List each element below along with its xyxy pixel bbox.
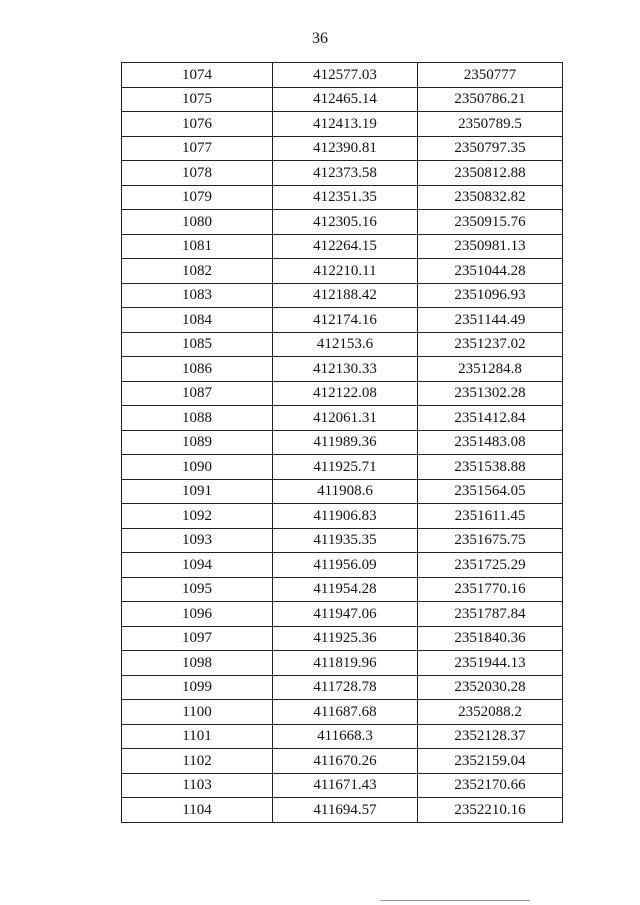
x-coordinate-cell: 411956.09: [273, 553, 418, 578]
x-coordinate-cell: 411668.3: [273, 724, 418, 749]
table-row: [122, 479, 563, 504]
table-row: [122, 87, 563, 112]
table-row: [122, 798, 563, 823]
y-coordinate-cell: 2352159.04: [418, 749, 563, 774]
x-coordinate-cell: 411671.43: [273, 773, 418, 798]
y-coordinate-cell: 2352128.37: [418, 724, 563, 749]
point-number-cell: 1090: [122, 455, 273, 480]
point-number-cell: 1101: [122, 724, 273, 749]
point-number-cell: 1103: [122, 773, 273, 798]
point-number-cell: 1097: [122, 626, 273, 651]
table-row: [122, 626, 563, 651]
y-coordinate-cell: 2351302.28: [418, 381, 563, 406]
x-coordinate-cell: 411925.36: [273, 626, 418, 651]
table-row: [122, 700, 563, 725]
y-coordinate-cell: 2350789.5: [418, 112, 563, 137]
x-coordinate-cell: 412061.31: [273, 406, 418, 431]
x-coordinate-cell: 412390.81: [273, 136, 418, 161]
point-number-cell: 1093: [122, 528, 273, 553]
x-coordinate-cell: 411908.6: [273, 479, 418, 504]
y-coordinate-cell: 2351787.84: [418, 602, 563, 627]
point-number-cell: 1087: [122, 381, 273, 406]
point-number-cell: 1075: [122, 87, 273, 112]
y-coordinate-cell: 2350832.82: [418, 185, 563, 210]
table-row: [122, 136, 563, 161]
point-number-cell: 1080: [122, 210, 273, 235]
table-row: [122, 308, 563, 333]
table-row: [122, 406, 563, 431]
scan-artifact-line: [380, 900, 530, 901]
point-number-cell: 1078: [122, 161, 273, 186]
point-number-cell: 1096: [122, 602, 273, 627]
x-coordinate-cell: 411989.36: [273, 430, 418, 455]
y-coordinate-cell: 2350786.21: [418, 87, 563, 112]
x-coordinate-cell: 411906.83: [273, 504, 418, 529]
point-number-cell: 1102: [122, 749, 273, 774]
y-coordinate-cell: 2351144.49: [418, 308, 563, 333]
point-number-cell: 1083: [122, 283, 273, 308]
x-coordinate-cell: 412577.03: [273, 63, 418, 88]
y-coordinate-cell: 2352170.66: [418, 773, 563, 798]
table-row: [122, 161, 563, 186]
table-row: [122, 602, 563, 627]
point-number-cell: 1099: [122, 675, 273, 700]
table-row: [122, 259, 563, 284]
table-row: [122, 749, 563, 774]
y-coordinate-cell: 2352088.2: [418, 700, 563, 725]
table-row: [122, 455, 563, 480]
point-number-cell: 1089: [122, 430, 273, 455]
x-coordinate-cell: 411935.35: [273, 528, 418, 553]
y-coordinate-cell: 2352030.28: [418, 675, 563, 700]
coordinates-table: [121, 62, 563, 823]
y-coordinate-cell: 2351564.05: [418, 479, 563, 504]
table-row: [122, 553, 563, 578]
point-number-cell: 1095: [122, 577, 273, 602]
y-coordinate-cell: 2351538.88: [418, 455, 563, 480]
table-row: [122, 651, 563, 676]
table-row: [122, 724, 563, 749]
point-number-cell: 1084: [122, 308, 273, 333]
x-coordinate-cell: 412130.33: [273, 357, 418, 382]
y-coordinate-cell: 2351237.02: [418, 332, 563, 357]
point-number-cell: 1091: [122, 479, 273, 504]
point-number-cell: 1079: [122, 185, 273, 210]
x-coordinate-cell: 411670.26: [273, 749, 418, 774]
x-coordinate-cell: 411687.68: [273, 700, 418, 725]
point-number-cell: 1088: [122, 406, 273, 431]
x-coordinate-cell: 412264.15: [273, 234, 418, 259]
point-number-cell: 1104: [122, 798, 273, 823]
y-coordinate-cell: 2350981.13: [418, 234, 563, 259]
x-coordinate-cell: 412153.6: [273, 332, 418, 357]
table-row: [122, 528, 563, 553]
point-number-cell: 1086: [122, 357, 273, 382]
y-coordinate-cell: 2351675.75: [418, 528, 563, 553]
y-coordinate-cell: 2350812.88: [418, 161, 563, 186]
y-coordinate-cell: 2352210.16: [418, 798, 563, 823]
table-row: [122, 185, 563, 210]
x-coordinate-cell: 412210.11: [273, 259, 418, 284]
y-coordinate-cell: 2351770.16: [418, 577, 563, 602]
x-coordinate-cell: 411947.06: [273, 602, 418, 627]
point-number-cell: 1081: [122, 234, 273, 259]
x-coordinate-cell: 412305.16: [273, 210, 418, 235]
point-number-cell: 1082: [122, 259, 273, 284]
table-row: [122, 675, 563, 700]
x-coordinate-cell: 412174.16: [273, 308, 418, 333]
point-number-cell: 1076: [122, 112, 273, 137]
table-row: [122, 357, 563, 382]
point-number-cell: 1094: [122, 553, 273, 578]
table-row: [122, 112, 563, 137]
point-number-cell: 1074: [122, 63, 273, 88]
point-number-cell: 1085: [122, 332, 273, 357]
table-row: [122, 63, 563, 88]
point-number-cell: 1077: [122, 136, 273, 161]
y-coordinate-cell: 2351284.8: [418, 357, 563, 382]
y-coordinate-cell: 2350777: [418, 63, 563, 88]
x-coordinate-cell: 411728.78: [273, 675, 418, 700]
x-coordinate-cell: 412413.19: [273, 112, 418, 137]
y-coordinate-cell: 2350915.76: [418, 210, 563, 235]
table-row: [122, 234, 563, 259]
y-coordinate-cell: 2351725.29: [418, 553, 563, 578]
y-coordinate-cell: 2351483.08: [418, 430, 563, 455]
table-row: [122, 430, 563, 455]
x-coordinate-cell: 411954.28: [273, 577, 418, 602]
x-coordinate-cell: 412122.08: [273, 381, 418, 406]
x-coordinate-cell: 411819.96: [273, 651, 418, 676]
coordinates-table-body: [122, 63, 563, 823]
table-row: [122, 210, 563, 235]
x-coordinate-cell: 411925.71: [273, 455, 418, 480]
table-row: [122, 381, 563, 406]
point-number-cell: 1092: [122, 504, 273, 529]
page-number: 36: [312, 30, 328, 47]
x-coordinate-cell: 412188.42: [273, 283, 418, 308]
y-coordinate-cell: 2351944.13: [418, 651, 563, 676]
x-coordinate-cell: 412465.14: [273, 87, 418, 112]
table-row: [122, 577, 563, 602]
table-row: [122, 332, 563, 357]
x-coordinate-cell: 412373.58: [273, 161, 418, 186]
table-row: [122, 504, 563, 529]
y-coordinate-cell: 2351412.84: [418, 406, 563, 431]
point-number-cell: 1100: [122, 700, 273, 725]
x-coordinate-cell: 411694.57: [273, 798, 418, 823]
y-coordinate-cell: 2350797.35: [418, 136, 563, 161]
table-row: [122, 283, 563, 308]
y-coordinate-cell: 2351044.28: [418, 259, 563, 284]
y-coordinate-cell: 2351840.36: [418, 626, 563, 651]
point-number-cell: 1098: [122, 651, 273, 676]
table-row: [122, 773, 563, 798]
x-coordinate-cell: 412351.35: [273, 185, 418, 210]
y-coordinate-cell: 2351611.45: [418, 504, 563, 529]
y-coordinate-cell: 2351096.93: [418, 283, 563, 308]
